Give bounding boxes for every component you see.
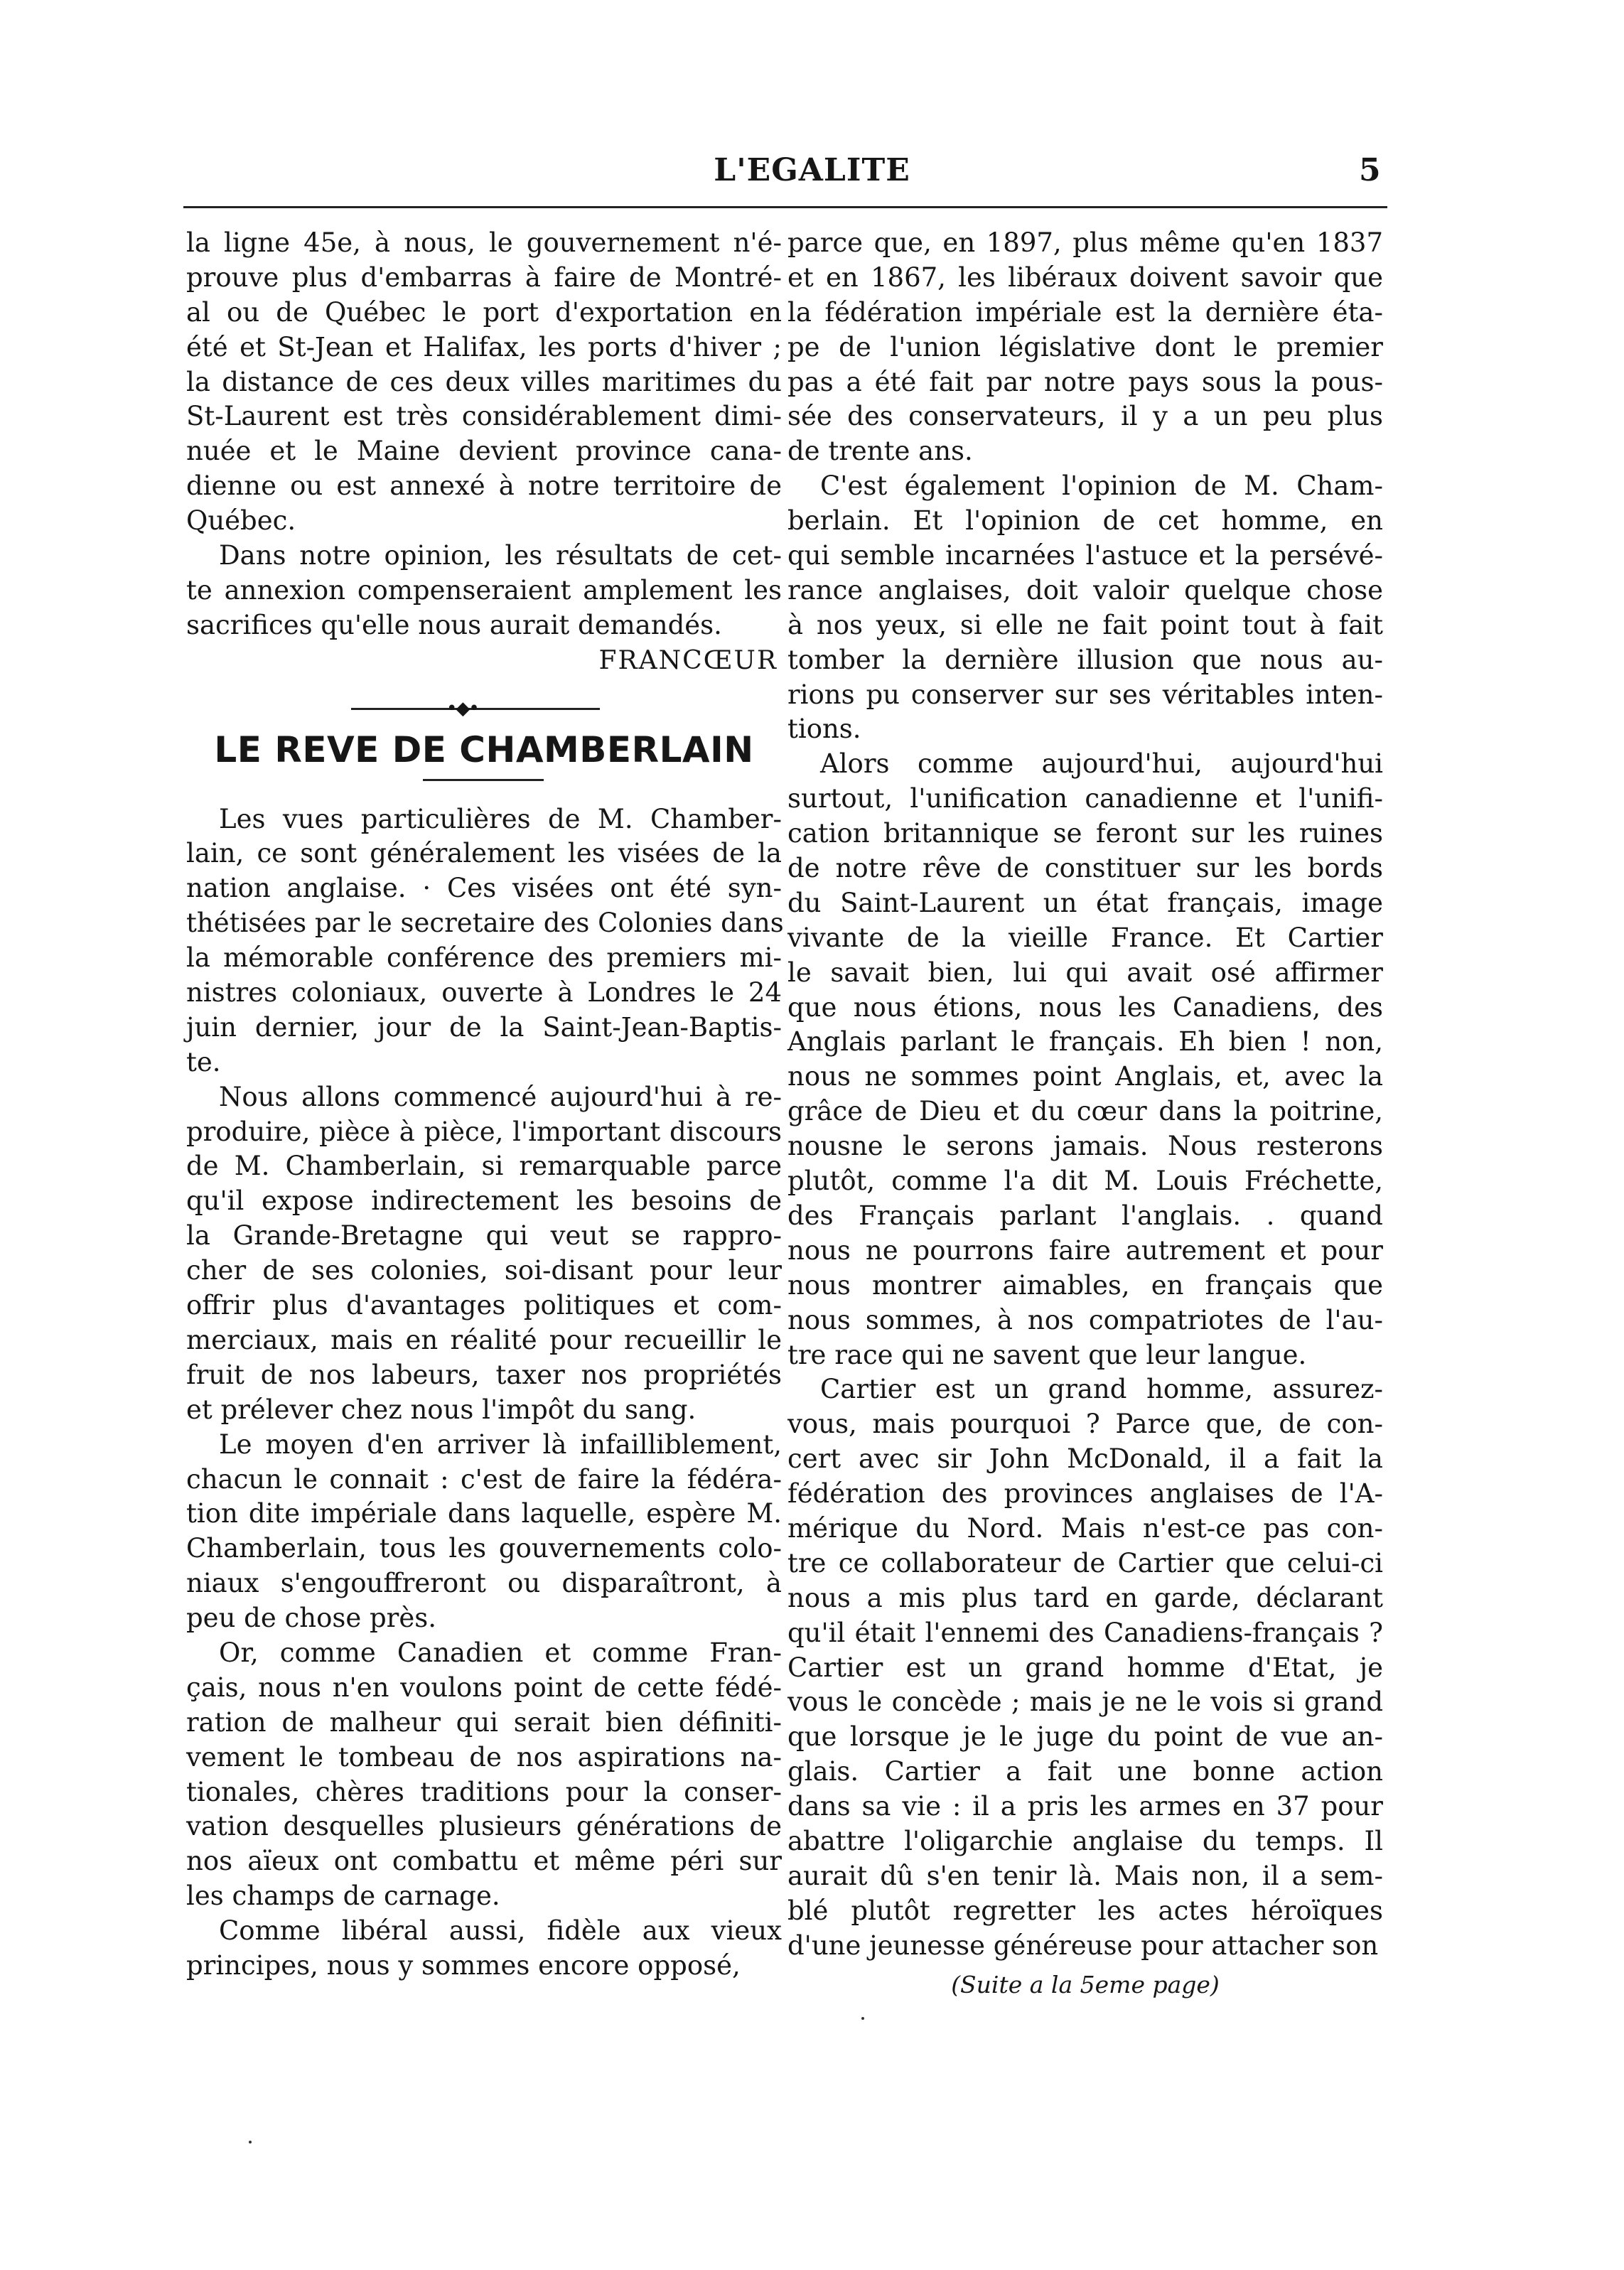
author-signature	[186, 643, 782, 678]
article-paragraph	[186, 1914, 782, 1984]
text-line: que nous étions, nous les Canadiens, des	[787, 991, 1383, 1023]
text-line: la Grande-Bretagne qui veut se rappro-	[186, 1220, 782, 1252]
text-line: vous, mais pourquoi ? Parce que, de con-	[787, 1409, 1383, 1440]
page-number: 5	[1359, 152, 1381, 188]
text-line: Dans notre opinion, les résultats de cet-	[219, 540, 782, 571]
text-line: ration de malheur qui serait bien définiti-	[186, 1706, 782, 1738]
text-line: la ligne 45e, à nous, le gouvernement n'é-	[186, 227, 782, 258]
text-line: rions pu conserver sur ses véritables inten-	[787, 679, 1383, 710]
text-line: nous montrer aimables, en français que	[787, 1269, 1383, 1301]
text-line: tre ce collaborateur de Cartier que celui-ci	[787, 1547, 1383, 1578]
text-line: nous a mis plus tard en garde, déclarant	[787, 1582, 1383, 1613]
author-name: FRANCŒUR	[598, 645, 778, 675]
text-line: nistres coloniaux, ouverte à Londres le 24	[186, 977, 782, 1008]
text-line: principes, nous y sommes encore opposé,	[186, 1949, 741, 1981]
article-paragraph	[186, 1080, 782, 1428]
text-line: parce que, en 1897, plus même qu'en 1837	[787, 227, 1383, 258]
text-line: dans sa vie : il a pris les armes en 37 pour	[787, 1791, 1383, 1822]
text-line: pas a été fait par notre pays sous la pous-	[787, 366, 1383, 397]
text-line: chacun le connait : c'est de faire la fédéra-	[186, 1463, 782, 1495]
text-line: nousne le serons jamais. Nous resterons	[787, 1131, 1383, 1162]
text-line: de M. Chamberlain, si remarquable parce	[186, 1151, 782, 1182]
text-line: peu de chose près.	[186, 1603, 437, 1634]
text-line: prouve plus d'embarras à faire de Montré-	[186, 262, 782, 293]
text-line: te.	[186, 1046, 221, 1077]
headline-rule	[423, 779, 544, 781]
text-line: thétisées par le secretaire des Colonies dans	[186, 908, 784, 939]
text-line: tomber la dernière illusion que nous au-	[787, 644, 1383, 675]
text-line: qu'il était l'ennemi des Canadiens-français ?	[787, 1617, 1383, 1648]
article-paragraph	[186, 1636, 782, 1914]
text-line: St-Laurent est très considérablement dimi-	[186, 401, 782, 432]
article-paragraph	[787, 226, 1383, 469]
text-line: mérique du Nord. Mais n'est-ce pas con-	[787, 1512, 1383, 1544]
text-line: vivante de la vieille France. Et Cartier	[787, 922, 1383, 953]
article-paragraph	[787, 1372, 1383, 1963]
text-line: et en 1867, les libéraux doivent savoir que	[787, 262, 1383, 293]
text-line: cert avec sir John McDonald, il a fait la	[787, 1443, 1383, 1475]
article-body-right	[787, 226, 1383, 1964]
text-line: et prélever chez nous l'impôt du sang.	[186, 1394, 697, 1425]
opinion-paragraph	[186, 539, 782, 643]
text-line: vement le tombeau de nos aspirations na-	[186, 1741, 782, 1773]
text-line: tre race qui ne savent que leur langue.	[787, 1339, 1307, 1370]
text-line: le savait bien, lui qui avait osé affirmer	[787, 957, 1383, 988]
text-line: plutôt, comme l'a dit M. Louis Fréchette,	[787, 1166, 1383, 1197]
text-line: al ou de Québec le port d'exportation en	[186, 296, 782, 328]
text-line: blé plutôt regretter les actes héroïques	[787, 1895, 1383, 1926]
text-line: çais, nous n'en voulons point de cette fédé-	[186, 1672, 782, 1703]
text-line: lain, ce sont généralement les visées de la	[186, 838, 782, 869]
text-line: la distance de ces deux villes maritimes du	[186, 366, 782, 397]
header-rule	[183, 206, 1387, 208]
article-paragraph	[186, 802, 782, 1080]
text-line: Nous allons commencé aujourd'hui à re-	[219, 1081, 782, 1112]
text-line: des Français parlant l'anglais. . quand	[787, 1200, 1383, 1231]
text-line: sacrifices qu'elle nous aurait demandés.	[186, 609, 722, 640]
text-line: pe de l'union législative dont le premier	[787, 331, 1383, 362]
text-line: tions.	[787, 714, 861, 745]
text-line: dienne ou est annexé à notre territoire de	[186, 470, 782, 502]
text-line: qui semble incarnées l'astuce et la persévé-	[787, 540, 1383, 571]
text-line: du Saint-Laurent un état français, image	[787, 887, 1383, 918]
text-line: été et St-Jean et Halifax, les ports d'hiver ;	[186, 331, 782, 362]
text-line: les champs de carnage.	[186, 1881, 500, 1912]
text-line: vous le concède ; mais je ne le vois si grand	[787, 1687, 1383, 1718]
right-column	[787, 226, 1383, 2002]
text-line: cher de ses colonies, soi-disant pour leur	[186, 1255, 782, 1286]
continuation-note: (Suite a la 5eme page)	[951, 1970, 1220, 1999]
text-line: Or, comme Canadien et comme Fran-	[219, 1637, 782, 1668]
article-headline: LE REVE DE CHAMBERLAIN	[214, 728, 754, 770]
print-speck	[249, 2141, 252, 2143]
text-line: te annexion compenseraient amplement les	[186, 574, 782, 606]
text-line: tionales, chères traditions pour la conser-	[186, 1776, 782, 1807]
text-line: juin dernier, jour de la Saint-Jean-Baptis-	[186, 1011, 782, 1043]
text-line: Québec.	[186, 505, 296, 537]
article-paragraph	[787, 747, 1383, 1372]
text-line: Cartier est un grand homme d'Etat, je	[787, 1652, 1383, 1683]
text-line: Anglais parlant le français. Eh bien ! non,	[787, 1026, 1383, 1058]
text-line: la mémorable conférence des premiers mi-	[186, 942, 782, 974]
text-line: à nos yeux, si elle ne fait point tout à fait	[787, 609, 1383, 640]
left-column	[186, 226, 782, 1984]
text-line: nos aïeux ont combattu et même péri sur	[186, 1846, 782, 1877]
text-line: sée des conservateurs, il y a un peu plus	[787, 401, 1383, 432]
text-line: Alors comme aujourd'hui, aujourd'hui	[820, 748, 1383, 780]
text-line: nous ne pourrons faire autrement et pour	[787, 1234, 1383, 1266]
newspaper-title: L'EGALITE	[714, 152, 910, 188]
text-line: nation anglaise. · Ces visées ont été syn-	[186, 873, 782, 904]
text-line: fruit de nos labeurs, taxer nos propriétés	[186, 1359, 782, 1390]
article-paragraph	[787, 469, 1383, 747]
text-line: C'est également l'opinion de M. Cham-	[820, 470, 1383, 502]
text-line: merciaux, mais en réalité pour recueillir le	[186, 1324, 782, 1355]
text-line: Cartier est un grand homme, assurez-	[820, 1374, 1383, 1405]
text-line: la fédération impériale est la dernière éta-	[787, 296, 1383, 328]
text-line: glais. Cartier a fait une bonne action	[787, 1756, 1383, 1787]
text-line: nous sommes, à nos compatriotes de l'au-	[787, 1304, 1383, 1335]
text-line: Comme libéral aussi, fidèle aux vieux	[219, 1915, 782, 1947]
text-line: produire, pièce à pièce, l'important discours	[186, 1116, 782, 1147]
print-speck	[861, 2017, 864, 2020]
text-line: Le moyen d'en arriver là infailliblement,	[219, 1429, 782, 1460]
article-body-left	[186, 802, 782, 1984]
text-line: offrir plus d'avantages politiques et com-	[186, 1290, 782, 1321]
text-line: de notre rêve de constituer sur les bords	[787, 853, 1383, 884]
text-line: rance anglaises, doit valoir quelque chose	[787, 574, 1383, 606]
text-line: cation britannique se feront sur les ruines	[787, 818, 1383, 849]
text-line: Les vues particulières de M. Chamber-	[219, 803, 782, 834]
text-line: que lorsque je le juge du point de vue an-	[787, 1721, 1383, 1753]
text-line: fédération des provinces anglaises de l'A-	[787, 1478, 1383, 1510]
text-line: abattre l'oligarchie anglaise du temps. Il	[787, 1825, 1383, 1856]
text-line: qu'il expose indirectement les besoins de	[186, 1185, 782, 1217]
section-divider	[186, 698, 782, 719]
text-line: surtout, l'unification canadienne et l'unifi-	[787, 783, 1383, 814]
text-line: berlain. Et l'opinion de cet homme, en	[787, 505, 1383, 537]
intro-paragraph	[186, 226, 782, 539]
article-paragraph	[186, 1428, 782, 1636]
text-line: nous ne sommes point Anglais, et, avec la	[787, 1061, 1383, 1092]
text-line: niaux s'engouffreront ou disparaîtront, à	[186, 1568, 782, 1599]
text-line: Chamberlain, tous les gouvernements colo-	[186, 1533, 782, 1564]
ornament-glyph: •◆•	[446, 697, 478, 719]
text-line: aurait dû s'en tenir là. Mais non, il a sem-	[787, 1860, 1383, 1891]
text-line: d'une jeunesse généreuse pour attacher son	[787, 1930, 1379, 1961]
text-line: de trente ans.	[787, 436, 973, 467]
text-line: nuée et le Maine devient province cana-	[186, 436, 782, 467]
text-line: tion dite impériale dans laquelle, espère M.	[186, 1498, 782, 1529]
text-line: grâce de Dieu et du cœur dans la poitrine,	[787, 1096, 1383, 1127]
text-line: vation desquelles plusieurs générations de	[186, 1811, 782, 1842]
